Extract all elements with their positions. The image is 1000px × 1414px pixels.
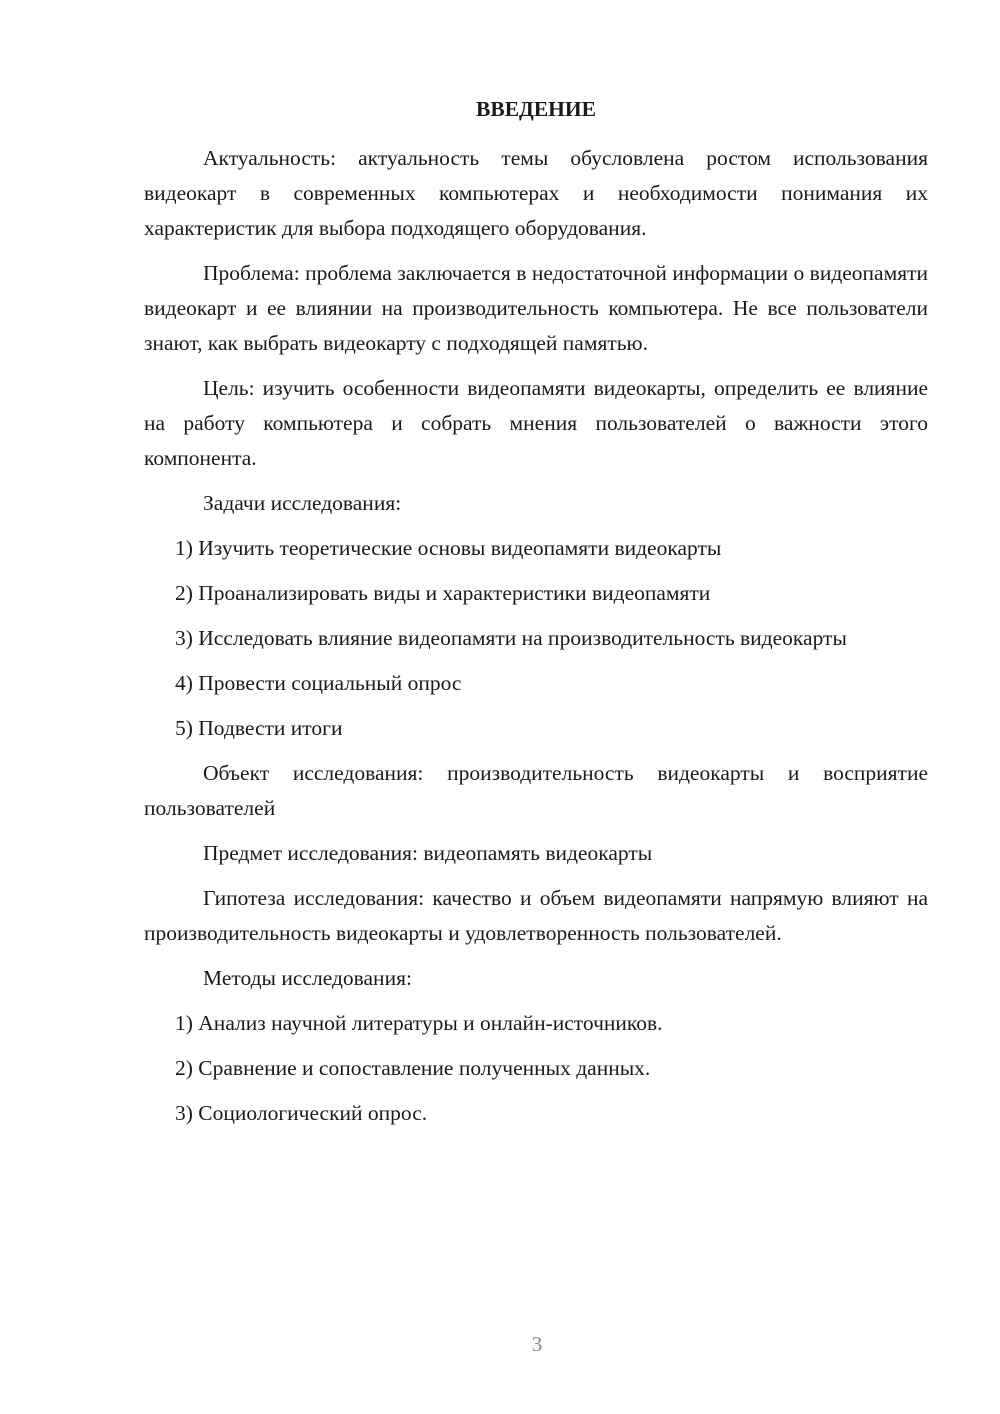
actuality-paragraph: Актуальность: актуальность темы обусловлена ростом использования видеокарт в современных компьютерах и необходимости понимания их характеристик для выбора подходящего оборудования.: [144, 146, 928, 240]
problem-paragraph: Проблема: проблема заключается в недостаточной информации о видеопамяти видеокарт и ее влиянии на производительность компьютера. Не все пользователи знают, как выбрать видеокарту с подходящей памятью.: [144, 261, 928, 355]
section-title: ВВЕДЕНИЕ: [476, 97, 596, 121]
task-item-3: 3) Исследовать влияние видеопамяти на производительность видеокарты: [175, 626, 847, 650]
methods-heading: Методы исследования:: [203, 966, 412, 990]
method-item-2: 2) Сравнение и сопоставление полученных данных.: [175, 1056, 651, 1080]
hypothesis-paragraph: Гипотеза исследования: качество и объем видеопамяти напрямую влияют на производительность видеокарты и удовлетворенность пользователей.: [144, 886, 928, 945]
task-item-2: 2) Проанализировать виды и характеристики видеопамяти: [175, 581, 711, 605]
task-item-5: 5) Подвести итоги: [175, 716, 343, 740]
method-item-3: 3) Социологический опрос.: [175, 1101, 428, 1125]
task-item-4: 4) Провести социальный опрос: [175, 671, 462, 695]
subject-paragraph: Предмет исследования: видеопамять видеокарты: [203, 841, 653, 865]
object-paragraph: Объект исследования: производительность видеокарты и восприятие пользователей: [144, 761, 928, 820]
method-item-1: 1) Анализ научной литературы и онлайн-источников.: [175, 1011, 663, 1035]
goal-paragraph: Цель: изучить особенности видеопамяти видеокарты, определить ее влияние на работу компьютера и собрать мнения пользователей о важности этого компонента.: [144, 376, 928, 470]
tasks-heading: Задачи исследования:: [203, 491, 402, 515]
page-content: [144, 92, 928, 1141]
task-item-1: 1) Изучить теоретические основы видеопамяти видеокарты: [175, 536, 722, 560]
page-number: 3: [531, 1332, 543, 1356]
